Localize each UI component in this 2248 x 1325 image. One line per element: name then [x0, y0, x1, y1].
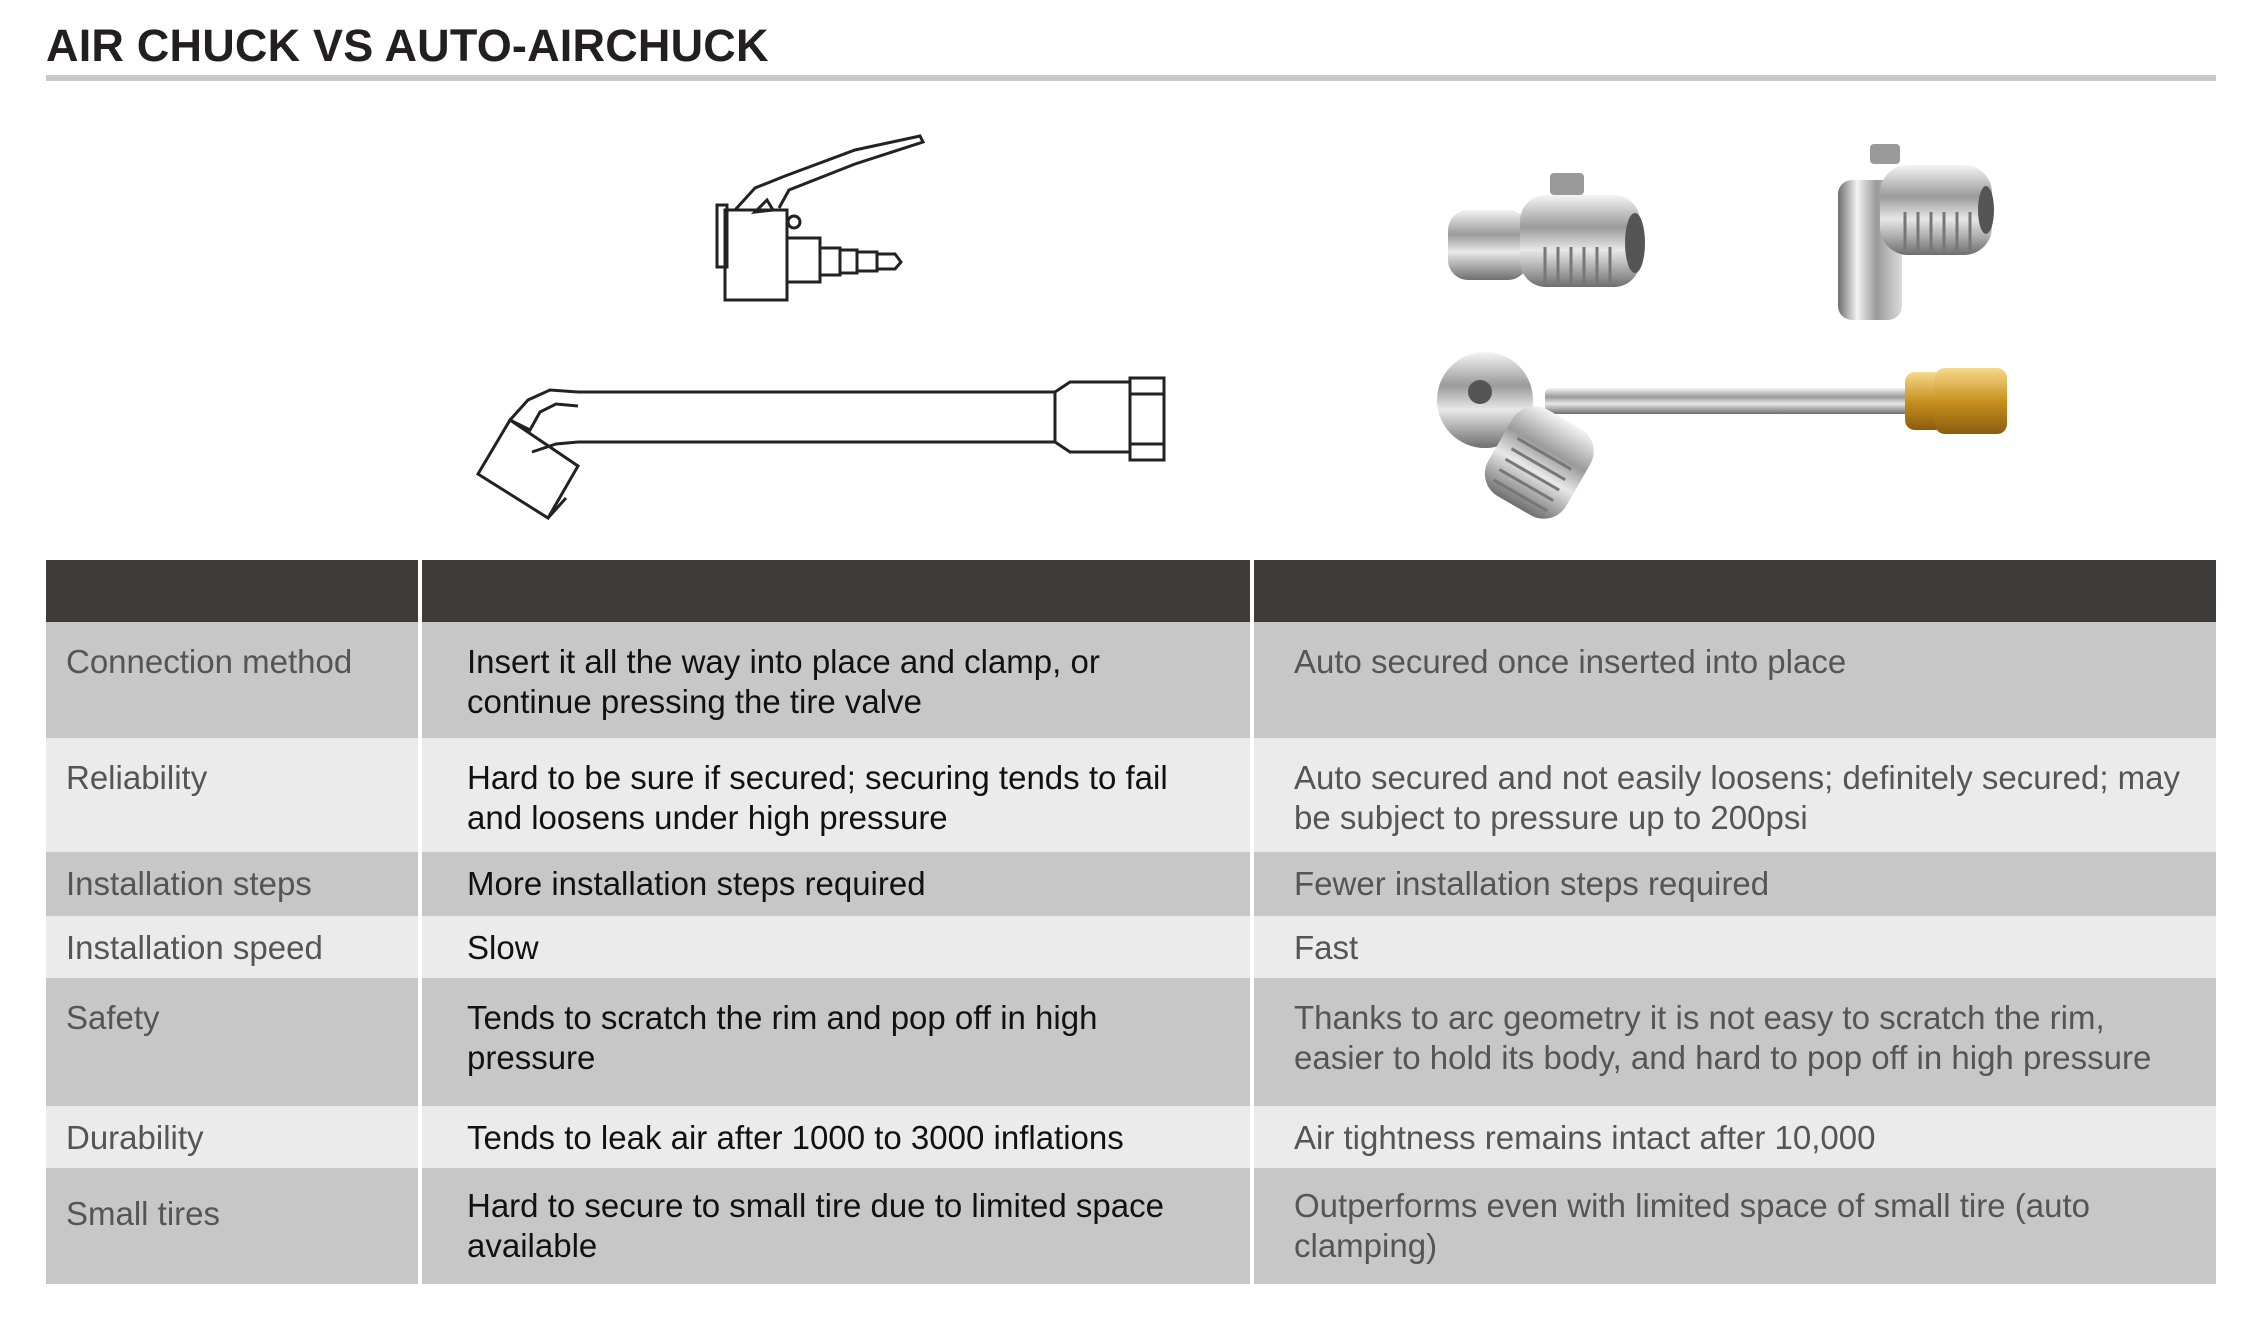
table-row	[46, 1168, 2216, 1284]
air-chuck-cell: More installation steps required	[420, 852, 1252, 916]
air-chuck-cell: Tends to leak air after 1000 to 3000 inflations	[420, 1106, 1252, 1168]
table-row	[46, 978, 2216, 1106]
table-row	[46, 916, 2216, 978]
auto-air-chuck-dual-head-icon	[1425, 350, 2025, 525]
clip-on-air-chuck-icon	[715, 130, 955, 330]
table-row	[46, 1106, 2216, 1168]
air-chuck-cell: Hard to secure to small tire due to limited space available	[420, 1168, 1252, 1284]
comparison-table	[46, 560, 2216, 1284]
auto-air-chuck-straight-icon	[1440, 165, 1660, 295]
page-title: AIR CHUCK VS AUTO-AIRCHUCK	[46, 20, 769, 71]
auto-airchuck-cell: Thanks to arc geometry it is not easy to scratch the rim, easier to hold its body, and hard to pop off in high pressure	[1252, 978, 2216, 1106]
table-row	[46, 622, 2216, 738]
row-label: Connection method	[46, 622, 420, 738]
auto-airchuck-cell: Air tightness remains intact after 10,000	[1252, 1106, 2216, 1168]
auto-airchuck-cell: Auto secured and not easily loosens; definitely secured; may be subject to pressure up to 200psi	[1252, 738, 2216, 852]
header-cell-air-chuck	[420, 560, 1252, 622]
auto-airchuck-cell: Outperforms even with limited space of small tire (auto clamping)	[1252, 1168, 2216, 1284]
auto-airchuck-cell: Fast	[1252, 916, 2216, 978]
auto-air-chuck-elbow-icon	[1830, 140, 2000, 330]
table-header	[46, 560, 2216, 622]
title-underline	[46, 75, 2216, 81]
row-label: Safety	[46, 978, 420, 1106]
air-chuck-cell: Hard to be sure if secured; securing tends to fail and loosens under high pressure	[420, 738, 1252, 852]
header-cell-auto-airchuck	[1252, 560, 2216, 622]
table-row	[46, 738, 2216, 852]
air-chuck-cell: Tends to scratch the rim and pop off in high pressure	[420, 978, 1252, 1106]
auto-airchuck-cell: Fewer installation steps required	[1252, 852, 2216, 916]
row-label: Installation speed	[46, 916, 420, 978]
row-label: Durability	[46, 1106, 420, 1168]
row-label: Installation steps	[46, 852, 420, 916]
air-chuck-cell: Slow	[420, 916, 1252, 978]
air-chuck-cell: Insert it all the way into place and clamp, or continue pressing the tire valve	[420, 622, 1252, 738]
dual-head-air-chuck-icon	[470, 370, 1170, 530]
header-cell-feature	[46, 560, 420, 622]
row-label: Small tires	[46, 1168, 420, 1284]
table-row	[46, 852, 2216, 916]
row-label: Reliability	[46, 738, 420, 852]
auto-airchuck-cell: Auto secured once inserted into place	[1252, 622, 2216, 738]
